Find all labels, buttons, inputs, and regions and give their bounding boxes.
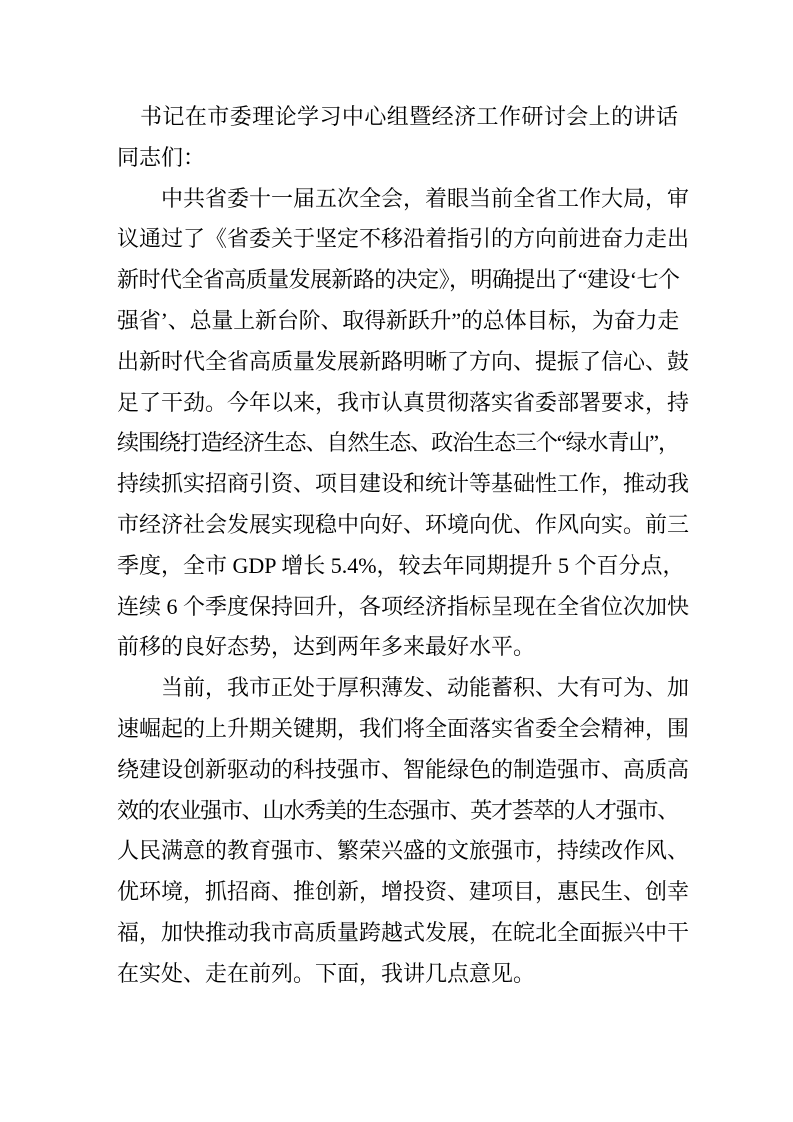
paragraph1-line-1: 中共省委十一届五次全会，着眼当前全省工作大局，审 [117,185,690,211]
paragraph1-line-6: 足了干劲。今年以来，我市认真贯彻落实省委部署要求，持 [117,389,690,415]
paragraph1-line-3: 新时代全省高质量发展新路的决定》，明确提出了“建设‘七个 [117,267,678,293]
paragraph1-line-10: 季度，全市 GDP 增长 5.4%，较去年同期提升 5 个百分点， [117,552,685,578]
salutation: 同志们： [117,144,206,170]
paragraph1-line-4: 强省’、总量上新台阶、取得新跃升”的总体目标，为奋力走 [117,307,678,333]
paragraph2-line-4: 效的农业强市、山水秀美的生态强市、英才荟萃的人才强市、 [117,797,678,823]
paragraph1-line-7: 续围绕打造经济生态、自然生态、政治生态三个“绿水青山”， [117,430,679,456]
paragraph1-line-8: 持续抓实招商引资、项目建设和统计等基础性工作，推动我 [117,471,690,497]
paragraph2-line-5: 人民满意的教育强市、繁荣兴盛的文旅强市，持续改作风、 [117,838,690,864]
paragraph2-line-8: 在实处、走在前列。下面，我讲几点意见。 [117,960,536,986]
paragraph2-line-2: 速崛起的上升期关键期，我们将全面落实省委全会精神，围 [117,715,690,741]
paragraph2-line-1: 当前，我市正处于厚积薄发、动能蓄积、大有可为、加 [117,675,690,701]
paragraph1-line-11: 连续 6 个季度保持回升，各项经济指标呈现在全省位次加快 [117,593,690,619]
paragraph2-line-7: 福，加快推动我市高质量跨越式发展，在皖北全面振兴中干 [117,919,690,945]
paragraph1-line-2: 议通过了《省委关于坚定不移沿着指引的方向前进奋力走出 [117,226,690,252]
paragraph1-line-12: 前移的良好态势，达到两年多来最好水平。 [117,634,536,660]
paragraph1-line-5: 出新时代全省高质量发展新路明晰了方向、提振了信心、鼓 [117,348,690,374]
document-title: 书记在市委理论学习中心组暨经济工作研讨会上的讲话 [140,104,678,129]
paragraph2-line-6: 优环境，抓招商、推创新，增投资、建项目，惠民生、创幸 [117,879,690,905]
document-body [117,97,690,995]
paragraph2-line-3: 绕建设创新驱动的科技强市、智能绿色的制造强市、高质高 [117,756,690,782]
paragraph1-line-9: 市经济社会发展实现稳中向好、环境向优、作风向实。前三 [117,511,690,537]
